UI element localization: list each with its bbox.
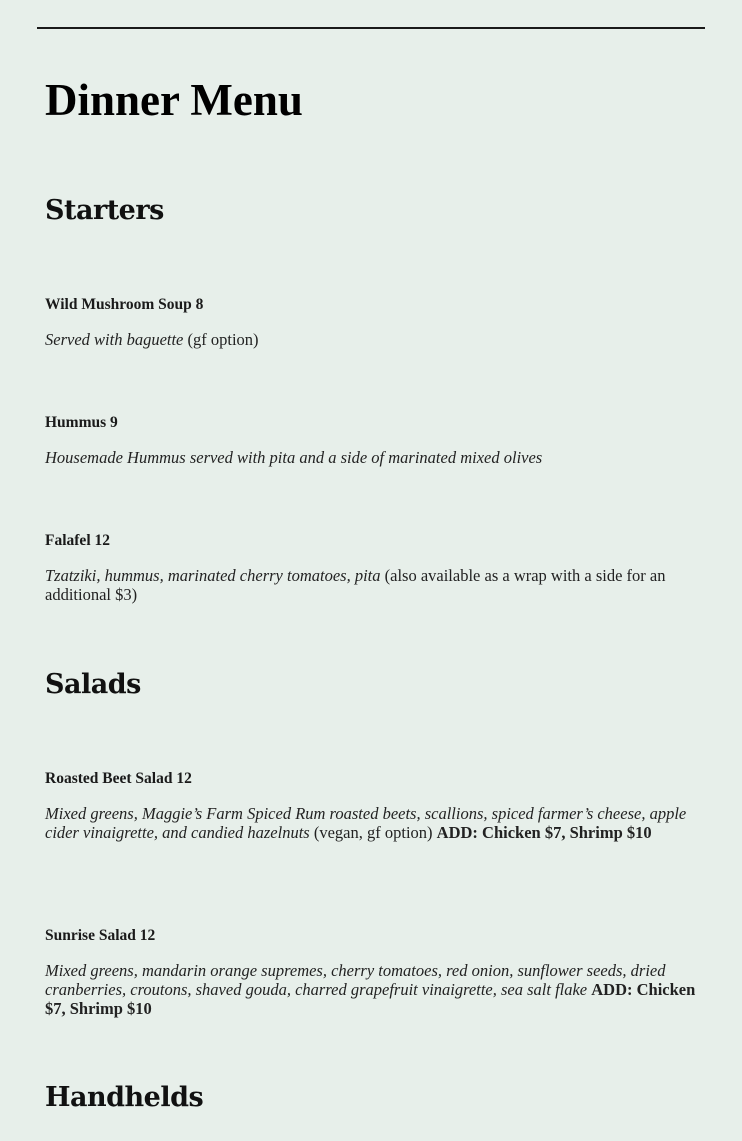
- desc-plain: (also available as a wrap with a side for an additional $3): [45, 566, 666, 605]
- menu-item-desc-falafel: [45, 566, 705, 604]
- top-divider: [37, 27, 705, 29]
- menu-item-desc-sunrise-salad: [45, 961, 705, 1019]
- menu-item-name-hummus: Hummus 9: [45, 414, 118, 431]
- menu-item-name-falafel: Falafel 12: [45, 532, 110, 549]
- menu-item-name-wild-mushroom-soup: Wild Mushroom Soup 8: [45, 296, 204, 313]
- section-heading-handhelds: Handhelds: [45, 1082, 204, 1113]
- section-heading-starters: Starters: [45, 195, 164, 226]
- desc-plain: (gf option): [183, 330, 259, 349]
- menu-item-name-roasted-beet-salad: Roasted Beet Salad 12: [45, 770, 192, 787]
- menu-item-desc-wild-mushroom-soup: [45, 330, 705, 349]
- desc-add-ons: ADD: Chicken $7, Shrimp $10: [45, 980, 696, 1019]
- desc-italic: Tzatziki, hummus, marinated cherry tomatoes, pita: [45, 566, 381, 585]
- page-title: Dinner Menu: [45, 75, 303, 125]
- menu-item-name-sunrise-salad: Sunrise Salad 12: [45, 927, 156, 944]
- desc-italic: Housemade Hummus served with pita and a side of marinated mixed olives: [45, 448, 543, 467]
- desc-plain: (vegan, gf option): [309, 823, 437, 843]
- menu-item-desc-roasted-beet-salad: [45, 804, 705, 842]
- menu-item-desc-hummus: [45, 448, 705, 467]
- desc-italic: Served with baguette: [45, 330, 184, 349]
- section-heading-salads: Salads: [45, 669, 141, 700]
- desc-italic: Mixed greens, Maggie’s Farm Spiced Rum roasted beets, scallions, spiced farmer’s cheese, apple cider vinaigrette, and candied hazelnuts: [45, 804, 687, 843]
- desc-italic: Mixed greens, mandarin orange supremes, cherry tomatoes, red onion, sunflower seeds, dried cranberries, croutons, shaved gouda, charred grapefruit vinaigrette, sea salt flake: [45, 961, 666, 1000]
- desc-add-ons: ADD: Chicken $7, Shrimp $10: [436, 823, 652, 843]
